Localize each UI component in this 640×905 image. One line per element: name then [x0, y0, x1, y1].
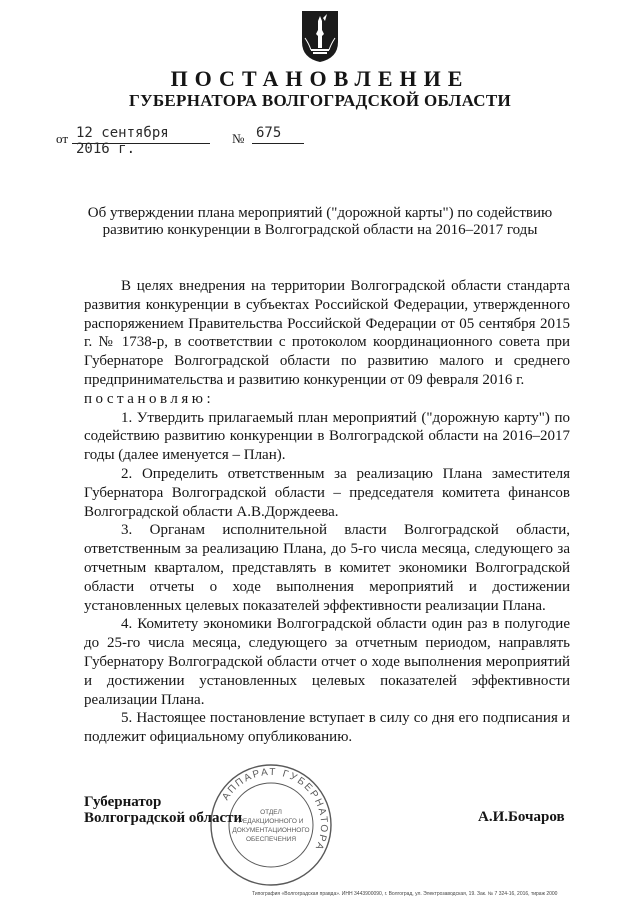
stamp-line-4: ОБЕСПЕЧЕНИЯ [245, 836, 297, 843]
item-3: 3. Органам исполнительной власти Волгоградской области, ответственным за реализацию Плана, до 5-го числа месяца, следующего за отчетным кварталом, представлять в комитет экономики Волгоградской области отчеты о ходе выполнения мероприятий и достижении установленных целевых показателей эффективности реализации Плана. [84, 522, 570, 614]
signer-position-line1: Губернатор [84, 794, 162, 810]
number-label: № [232, 131, 245, 146]
date-label: от [56, 131, 69, 146]
stamp-line-1: ОТДЕЛ [260, 809, 282, 816]
decree-word: постановляю: [84, 390, 215, 407]
item-1: 1. Утвердить прилагаемый план мероприятий ("дорожную карту") по содействию развитию конкуренции в Волгоградской области на 2016–2017 годы (далее именуется – План). [84, 409, 570, 464]
stamp-outer-text: АППАРАТ ГУБЕРНАТОРА [220, 766, 330, 853]
signer-name: А.И.Бочаров [478, 809, 565, 825]
document-number: 675 [252, 125, 304, 144]
item-5: 5. Настоящее постановление вступает в силу со дня его подписания и подлежит официальному опубликованию. [84, 710, 570, 746]
official-stamp [208, 762, 334, 888]
document-date: 12 сентября 2016 г. [72, 125, 210, 144]
document-body [84, 277, 570, 747]
document-title: ПОСТАНОВЛЕНИЕ [170, 66, 470, 91]
stamp-line-2: РЕДАКЦИОННОГО И [238, 818, 304, 825]
date-number-line [56, 125, 296, 157]
signer-position-line2: Волгоградской области [84, 810, 243, 826]
document-issuer: ГУБЕРНАТОРА ВОЛГОГРАДСКОЙ ОБЛАСТИ [128, 91, 512, 110]
preamble-paragraph: В целях внедрения на территории Волгоградской области стандарта развития конкуренции в субъектах Российской Федерации, утвержденного распоряжением Правительства Российской Федерации от 05 сентября 2015 г. № 1738-р, в соответствии с протоколом координационного совета при Губернаторе Волгоградской области по развитию малого и среднего предпринимательства и развитию конкуренции от 09 февраля 2016 г. [84, 278, 570, 388]
coat-of-arms-emblem [299, 8, 341, 64]
item-2: 2. Определить ответственным за реализацию Плана заместителя Губернатора Волгоградской области – председателя комитета финансов Волгоградской области А.В.Дорждеева. [84, 465, 570, 520]
printer-footer: Типография «Волгоградская правда». ИНН 3443900090, г. Волгоград, ул. Электрозаводская, 19. Зак. № 7 324-16, 2016, тираж 2000 [252, 891, 558, 897]
stamp-line-3: ДОКУМЕНТАЦИОННОГО [232, 827, 310, 834]
document-subject: Об утверждении плана мероприятий ("дорожной карты") по содействию развитию конкуренции в Волгоградской области на 2016–2017 годы [87, 205, 553, 238]
item-4: 4. Комитету экономики Волгоградской области один раз в полугодие до 25-го числа месяца, следующего за отчетным периодом, направлять Губернатору Волгоградской области отчет о ходе выполнения мероприятий и достижении установленных целевых показателей эффективности реализации Плана. [84, 616, 570, 708]
